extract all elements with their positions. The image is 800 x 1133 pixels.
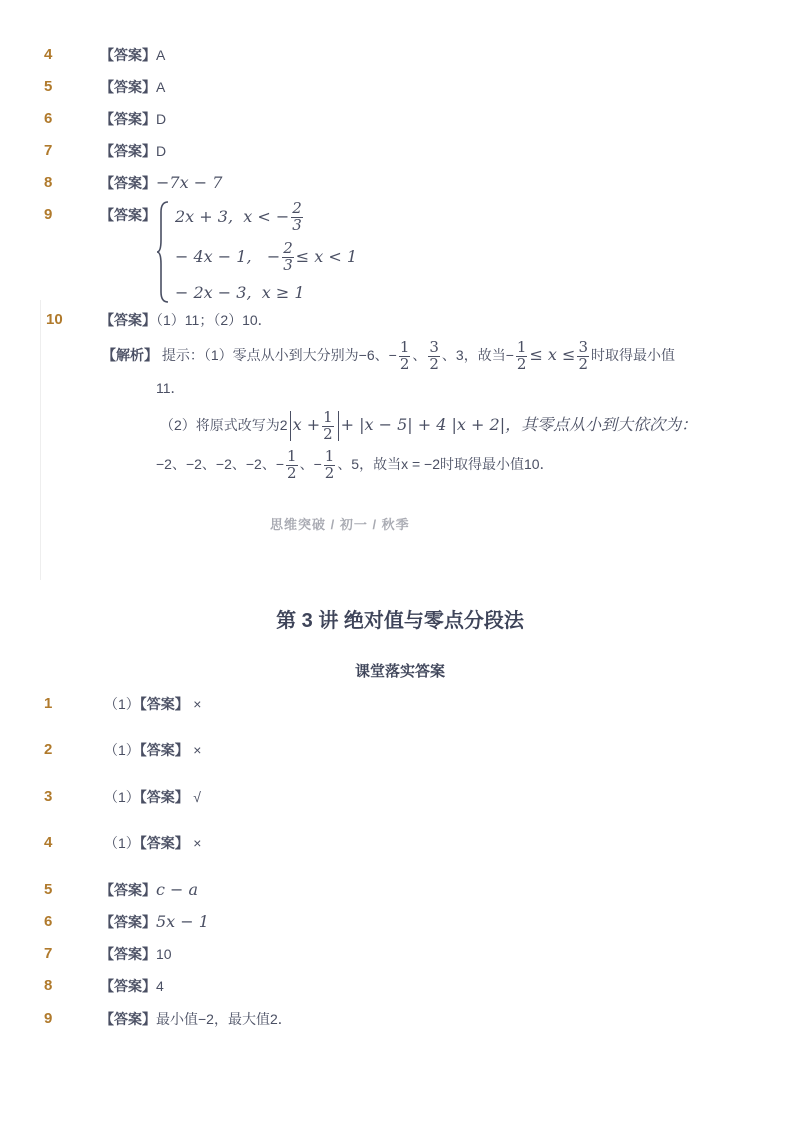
answer-row xyxy=(0,876,760,904)
answer-content: 【答案】c − a xyxy=(100,880,199,899)
case-row: − 2x − 3, x ≥ 1 xyxy=(175,283,305,302)
answer-row xyxy=(0,829,760,857)
question-number: 9 xyxy=(44,206,53,223)
fraction: $\frac{2}{3}$ xyxy=(283,239,293,274)
answer-content: 【答案】（1）11；（2）10． xyxy=(100,312,272,328)
fraction: $\frac{2}{3}$ xyxy=(292,199,302,234)
question-number: 7 xyxy=(44,142,53,159)
question-number: 3 xyxy=(44,788,53,805)
fraction: $\frac{3}{2}$ xyxy=(578,338,588,373)
left-brace-icon xyxy=(156,200,170,304)
answer-row-piecewise xyxy=(0,201,760,229)
answer-row xyxy=(0,908,760,936)
answer-content: 【答案】−7x − 7 xyxy=(100,173,223,192)
answer-row xyxy=(0,940,760,968)
answer-row xyxy=(0,41,760,69)
answer-content: 【答案】最小值−2，最大值2． xyxy=(100,1011,292,1027)
answer-content: （1）【答案】 × xyxy=(104,835,202,851)
analysis-line-4: −2、−2、−2、−2、− $\frac{1}{2}$ 、− $\frac{1}{2}$ 、5，故当x = −2时取得最小值10． xyxy=(156,447,554,482)
answer-content: 【答案】4 xyxy=(100,978,164,994)
question-number: 5 xyxy=(44,78,53,95)
answer-content: 【答案】10 xyxy=(100,946,172,962)
answer-row xyxy=(0,736,760,764)
question-number: 4 xyxy=(44,834,53,851)
question-number: 1 xyxy=(44,695,53,712)
answer-content: （1）【答案】 × xyxy=(104,696,202,712)
answer-content: 【答案】A xyxy=(100,79,166,95)
question-number: 6 xyxy=(44,913,53,930)
answer-label: 【答案】 xyxy=(100,207,156,223)
question-number: 6 xyxy=(44,110,53,127)
question-number: 8 xyxy=(44,174,53,191)
analysis-line-3: （2）将原式改写为2 x + $\frac{1}{2}$ + |x − 5| + 4 |x + 2|，其零点从小到大依次为： xyxy=(160,408,698,443)
fraction: $\frac{3}{2}$ xyxy=(429,338,439,373)
answer-content: （1）【答案】 × xyxy=(104,742,202,758)
answer-row xyxy=(0,690,760,718)
lecture-title: 第 3 讲 绝对值与零点分段法 xyxy=(276,610,524,632)
question-number: 2 xyxy=(44,741,53,758)
fraction: $\frac{1}{2}$ xyxy=(516,338,527,373)
question-number: 8 xyxy=(44,977,53,994)
case-row: − 4x − 1, − $\frac{2}{3}$ ≤ x < 1 xyxy=(175,239,358,274)
question-number: 10 xyxy=(46,311,63,328)
analysis-line-2: 11． xyxy=(156,380,185,396)
fraction: $\frac{1}{2}$ xyxy=(324,447,335,482)
answer-row xyxy=(0,73,760,101)
answer-row xyxy=(0,169,760,197)
fraction: $\frac{1}{2}$ xyxy=(399,338,410,373)
answer-content: （1）【答案】 √ xyxy=(104,789,201,805)
analysis-line-1: 【解析】 提示：（1）零点从小到大分别为−6、− $\frac{1}{2}$ 、 $\frac{3}{2}$ 、3，故当− $\frac{1}{2}$ ≤ x ≤ $\frac{3}{2}$ 时取得最小值 xyxy=(102,338,675,373)
page-footer: 思维突破 / 初一 / 秋季 xyxy=(270,517,410,532)
question-number: 9 xyxy=(44,1010,53,1027)
case-row: 2x + 3, x < − $\frac{2}{3}$ xyxy=(175,199,302,234)
abs-bar xyxy=(290,411,291,441)
answer-content: 【答案】D xyxy=(100,143,167,159)
answer-content: 【答案】D xyxy=(100,111,167,127)
abs-bar xyxy=(338,411,339,441)
answer-row xyxy=(0,1005,760,1033)
answer-content: 【答案】5x − 1 xyxy=(100,912,209,931)
fraction: $\frac{1}{2}$ xyxy=(287,447,297,482)
answer-row xyxy=(0,306,760,334)
question-number: 4 xyxy=(44,46,53,63)
section-subtitle: 课堂落实答案 xyxy=(354,663,445,680)
question-number: 5 xyxy=(44,881,53,898)
answer-row xyxy=(0,972,760,1000)
answer-row xyxy=(0,105,760,133)
answer-row xyxy=(0,137,760,165)
question-number: 7 xyxy=(44,945,53,962)
answer-content: 【答案】A xyxy=(100,47,166,63)
margin-rule xyxy=(40,300,41,580)
answer-row xyxy=(0,783,760,811)
fraction: $\frac{1}{2}$ xyxy=(323,408,333,443)
